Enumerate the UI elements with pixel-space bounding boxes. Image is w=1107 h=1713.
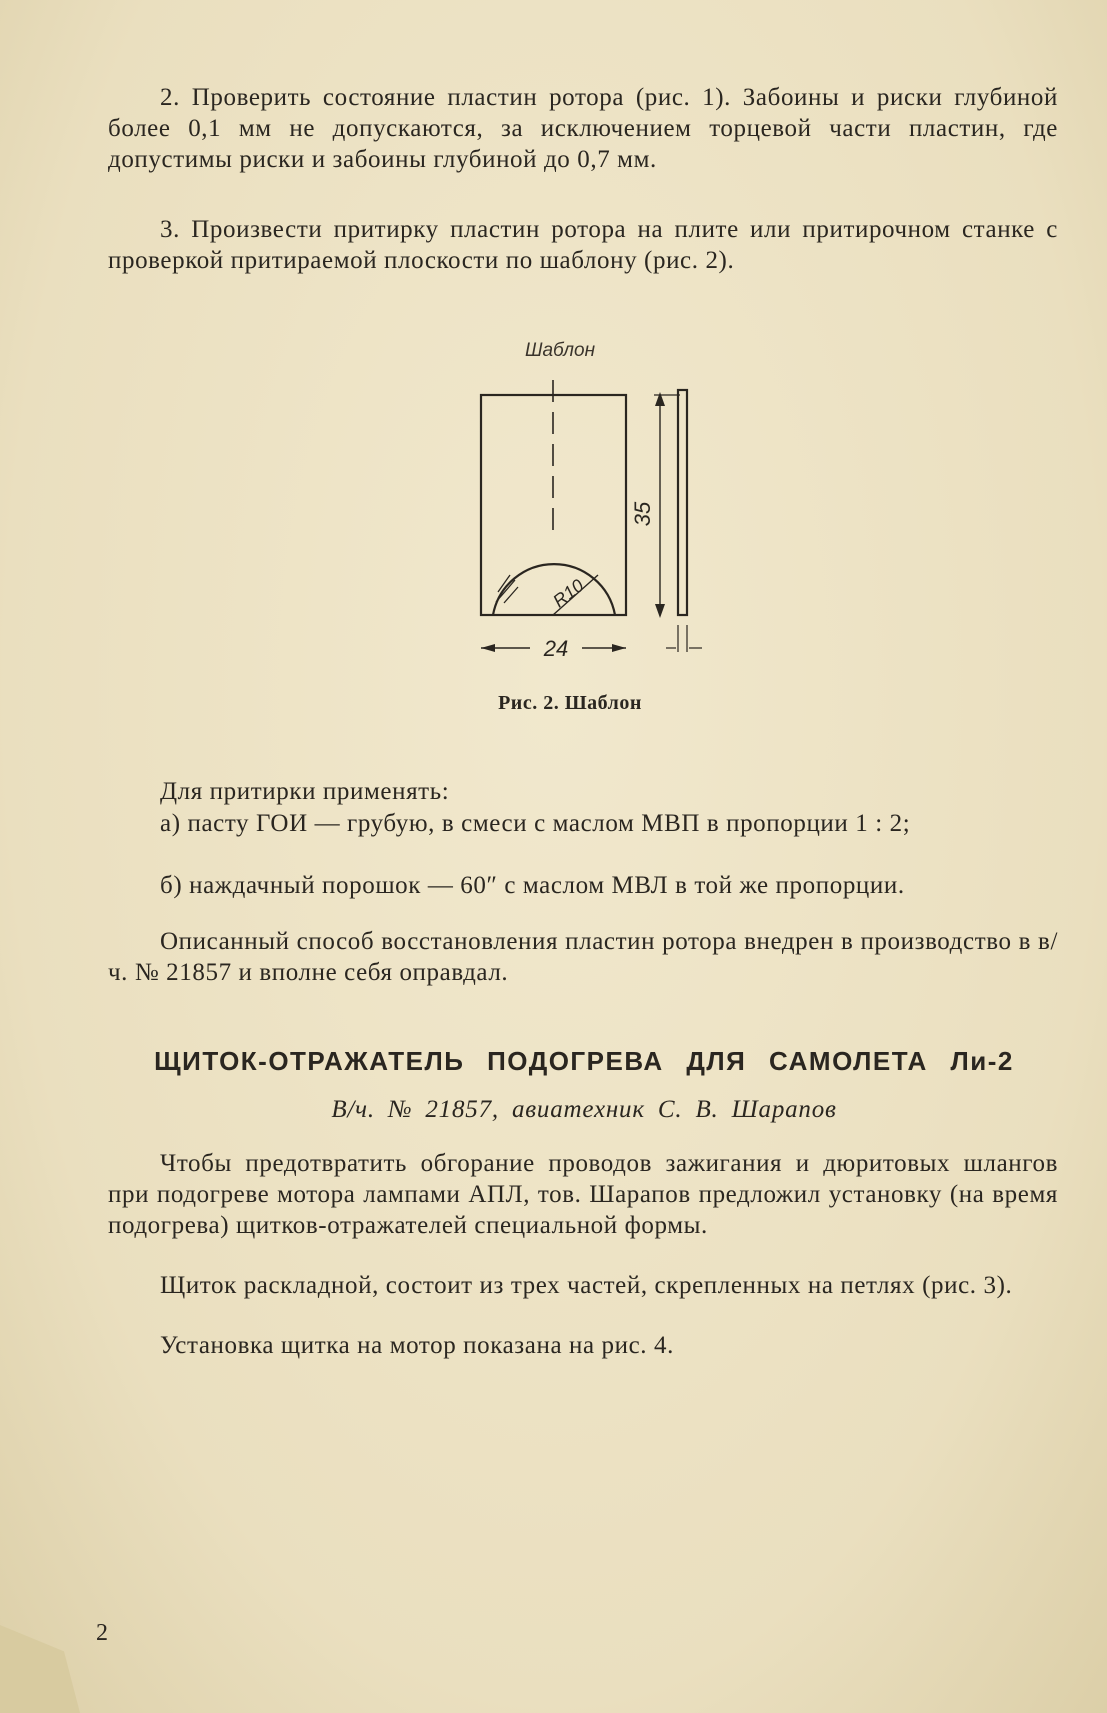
article-paragraph-2: Щиток раскладной, состоит из трех частей, скрепленных на петлях (рис. 3). (160, 1272, 1013, 1299)
lapping-item-a: а) пасту ГОИ — грубую, в смеси с маслом МВП в пропорции 1 : 2; (160, 810, 911, 837)
lapping-item-b: б) наждачный порошок — 60″ с маслом МВЛ в той же пропорции. (160, 872, 905, 899)
template-edge (678, 390, 687, 615)
lapping-intro: Для притирки применять: (160, 778, 450, 805)
article-paragraph-1: Чтобы предотвратить обгорание проводов зажигания и дюритовых шлангов при подогреве мотора лампами АПЛ, тов. Шарапов предложил установку (на время подогрева) щитков-отражателей специальной формы. (108, 1150, 1058, 1239)
article-byline: В/ч. № 21857, авиатехник С. В. Шарапов (331, 1096, 837, 1123)
article-title: ЩИТОК-ОТРАЖАТЕЛЬ ПОДОГРЕВА ДЛЯ САМОЛЕТА Ли-2 (154, 1046, 1014, 1076)
figure-label: Шаблон (524, 340, 596, 361)
article-paragraph-3: Установка щитка на мотор показана на рис. 4. (160, 1332, 674, 1359)
torn-corner (0, 1625, 80, 1713)
width-label: 24 (543, 636, 569, 660)
radius-label: R10 (549, 575, 588, 612)
lapping-conclusion: Описанный способ восстановления пластин ротора внедрен в производство в в/ч. № 21857 и вполне себя оправдал. (108, 928, 1058, 986)
paragraph-check-plates: 2. Проверить состояние пластин ротора (рис. 1). Забоины и риски глубиной более 0,1 мм не допускаются, за исключением торцевой части пластин, где допустимы риски и забоины глубиной до 0,7 мм. (108, 84, 1058, 173)
figure-caption: Рис. 2. Шаблон (498, 692, 642, 714)
radius-arc (493, 564, 615, 615)
page-number: 2 (96, 1620, 108, 1646)
height-dimension-label: 35 (630, 501, 655, 527)
template-drawing (460, 380, 720, 660)
paragraph-lapping-instruction: 3. Произвести притирку пластин ротора на плите или притирочном станке с проверкой притираемой плоскости по шаблону (рис. 2). (108, 216, 1058, 274)
